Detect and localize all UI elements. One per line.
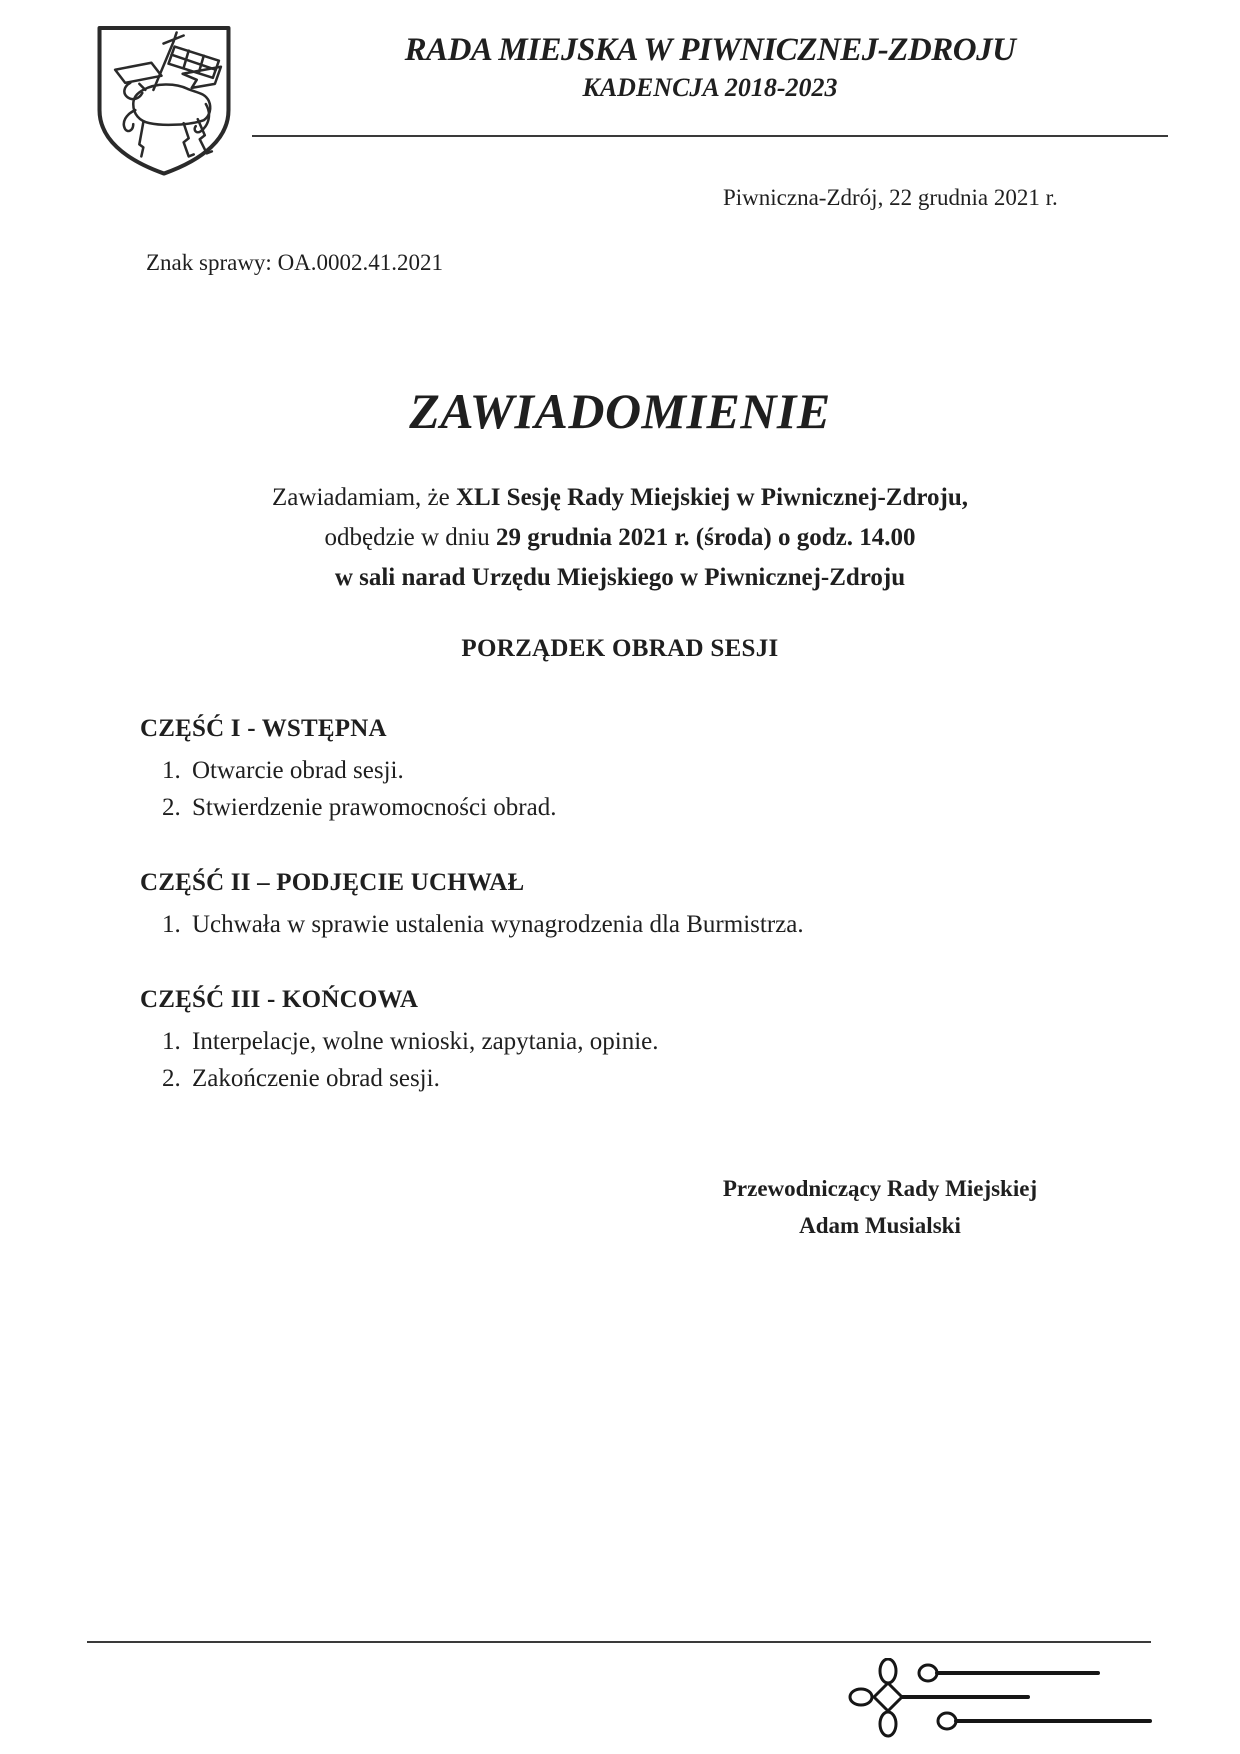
agenda-item [140,1060,1140,1097]
agenda-item [140,1023,1140,1060]
agenda-item [140,906,1140,943]
intro-text-bold: 29 grudnia 2021 r. (środa) o godz. 14.00 [496,524,916,551]
footer-rule [87,1641,1151,1643]
agenda-item-text: Otwarcie obrad sesji. [192,757,404,784]
agenda-section [140,983,1140,1097]
agenda-item [140,752,1140,789]
intro-paragraph [120,478,1120,598]
signature-flourish-icon [846,1658,1158,1744]
agenda-item-number: 1. [162,757,181,784]
signature-role: Przewodniczący Rady Miejskiej [722,1176,1038,1201]
agenda-item-text: Stwierdzenie prawomocności obrad. [192,794,557,821]
agenda-title: PORZĄDEK OBRAD SESJI [461,635,779,662]
agenda-section [140,866,1140,943]
agenda-item-text: Zakończenie obrad sesji. [192,1065,440,1092]
agenda-item [140,789,1140,826]
header-rule [252,135,1168,137]
intro-line [120,518,1120,558]
agenda-section-heading: CZĘŚĆ III - KOŃCOWA [140,986,419,1013]
intro-text-bold: w sali narad Urzędu Miejskiego w Piwnicznej-Zdroju [334,564,906,591]
intro-text: odbędzie w dniu [324,524,496,551]
intro-line [120,558,1120,598]
agenda-item-number: 2. [162,1065,181,1092]
header [252,30,1168,104]
agenda-item-number: 1. [162,911,181,938]
agenda [140,712,1140,1137]
intro-line [120,478,1120,518]
agenda-section [140,712,1140,826]
agenda-section-heading: CZĘŚĆ I - WSTĘPNA [140,715,387,742]
signature-block [600,1170,1160,1244]
intro-text: Zawiadamiam, że [272,484,456,511]
org-title: RADA MIEJSKA W PIWNICZNEJ-ZDROJU [404,32,1016,68]
agenda-item-number: 2. [162,794,181,821]
agenda-item-text: Interpelacje, wolne wnioski, zapytania, opinie. [192,1028,659,1055]
agenda-section-heading: CZĘŚĆ II – PODJĘCIE UCHWAŁ [140,869,525,896]
intro-text-bold: XLI Sesję Rady Miejskiej w Piwnicznej-Zdroju, [455,484,968,511]
term-subtitle: KADENCJA 2018-2023 [582,73,838,102]
agenda-item-text: Uchwała w sprawie ustalenia wynagrodzenia dla Burmistrza. [192,911,804,938]
notice-title: ZAWIADOMIENIE [409,383,831,439]
signature-name: Adam Musialski [799,1213,961,1238]
reference-number: Znak sprawy: OA.0002.41.2021 [146,250,444,275]
agenda-item-number: 1. [162,1028,181,1055]
date-line: Piwniczna-Zdrój, 22 grudnia 2021 r. [723,185,1058,210]
coat-of-arms-icon [97,25,231,177]
